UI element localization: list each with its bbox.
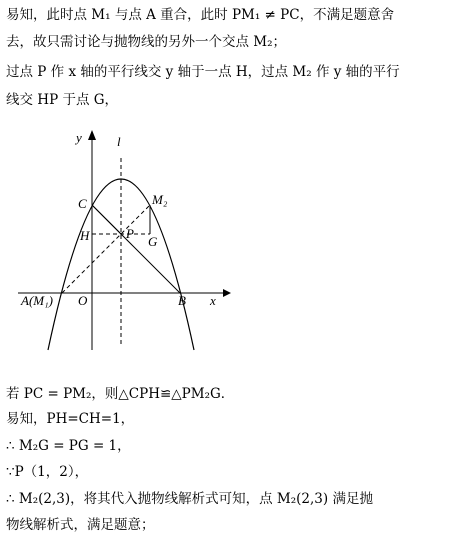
y-axis-arrow	[88, 130, 96, 140]
label-a-m1: A(M₁)	[21, 293, 53, 308]
label-p: P	[126, 226, 134, 241]
label-x: x	[210, 293, 216, 308]
line-a-m2	[62, 205, 150, 293]
label-c: C	[78, 196, 87, 211]
text-line-2: 去，故只需讨论与抛物线的另外一个交点 M₂；	[6, 34, 287, 50]
text-line-8: ∵P（1，2），	[6, 464, 89, 480]
label-h: H	[80, 228, 90, 243]
text-line-10: 物线解析式，满足题意；	[6, 517, 155, 533]
parabola-figure	[18, 128, 238, 353]
label-m2: M₂	[152, 192, 168, 207]
text-line-1: 易知，此时点 M₁ 与点 A 重合，此时 PM₁ ≠ PC，不满足题意舍	[6, 7, 395, 23]
text-line-6: 易知，PH=CH=1，	[6, 411, 135, 427]
label-g: G	[148, 234, 158, 249]
text-line-5: 若 PC = PM₂，则△CPH≌△PM₂G．	[6, 386, 235, 402]
text-line-3: 过点 P 作 x 轴的平行线交 y 轴于一点 H，过点 M₂ 作 y 轴的平行	[6, 64, 400, 80]
label-o: O	[78, 293, 88, 308]
label-y: y	[76, 130, 82, 145]
x-axis-arrow	[223, 289, 231, 297]
segment-cp	[92, 205, 121, 234]
text-line-9: ∴ M₂(2,3)，将其代入抛物线解析式可知，点 M₂(2,3) 满足抛	[6, 491, 373, 507]
text-line-7: ∴ M₂G = PG = 1，	[6, 438, 131, 454]
label-b: B	[178, 293, 186, 308]
label-l: l	[117, 134, 121, 149]
text-line-4: 线交 HP 于点 G，	[6, 92, 119, 108]
